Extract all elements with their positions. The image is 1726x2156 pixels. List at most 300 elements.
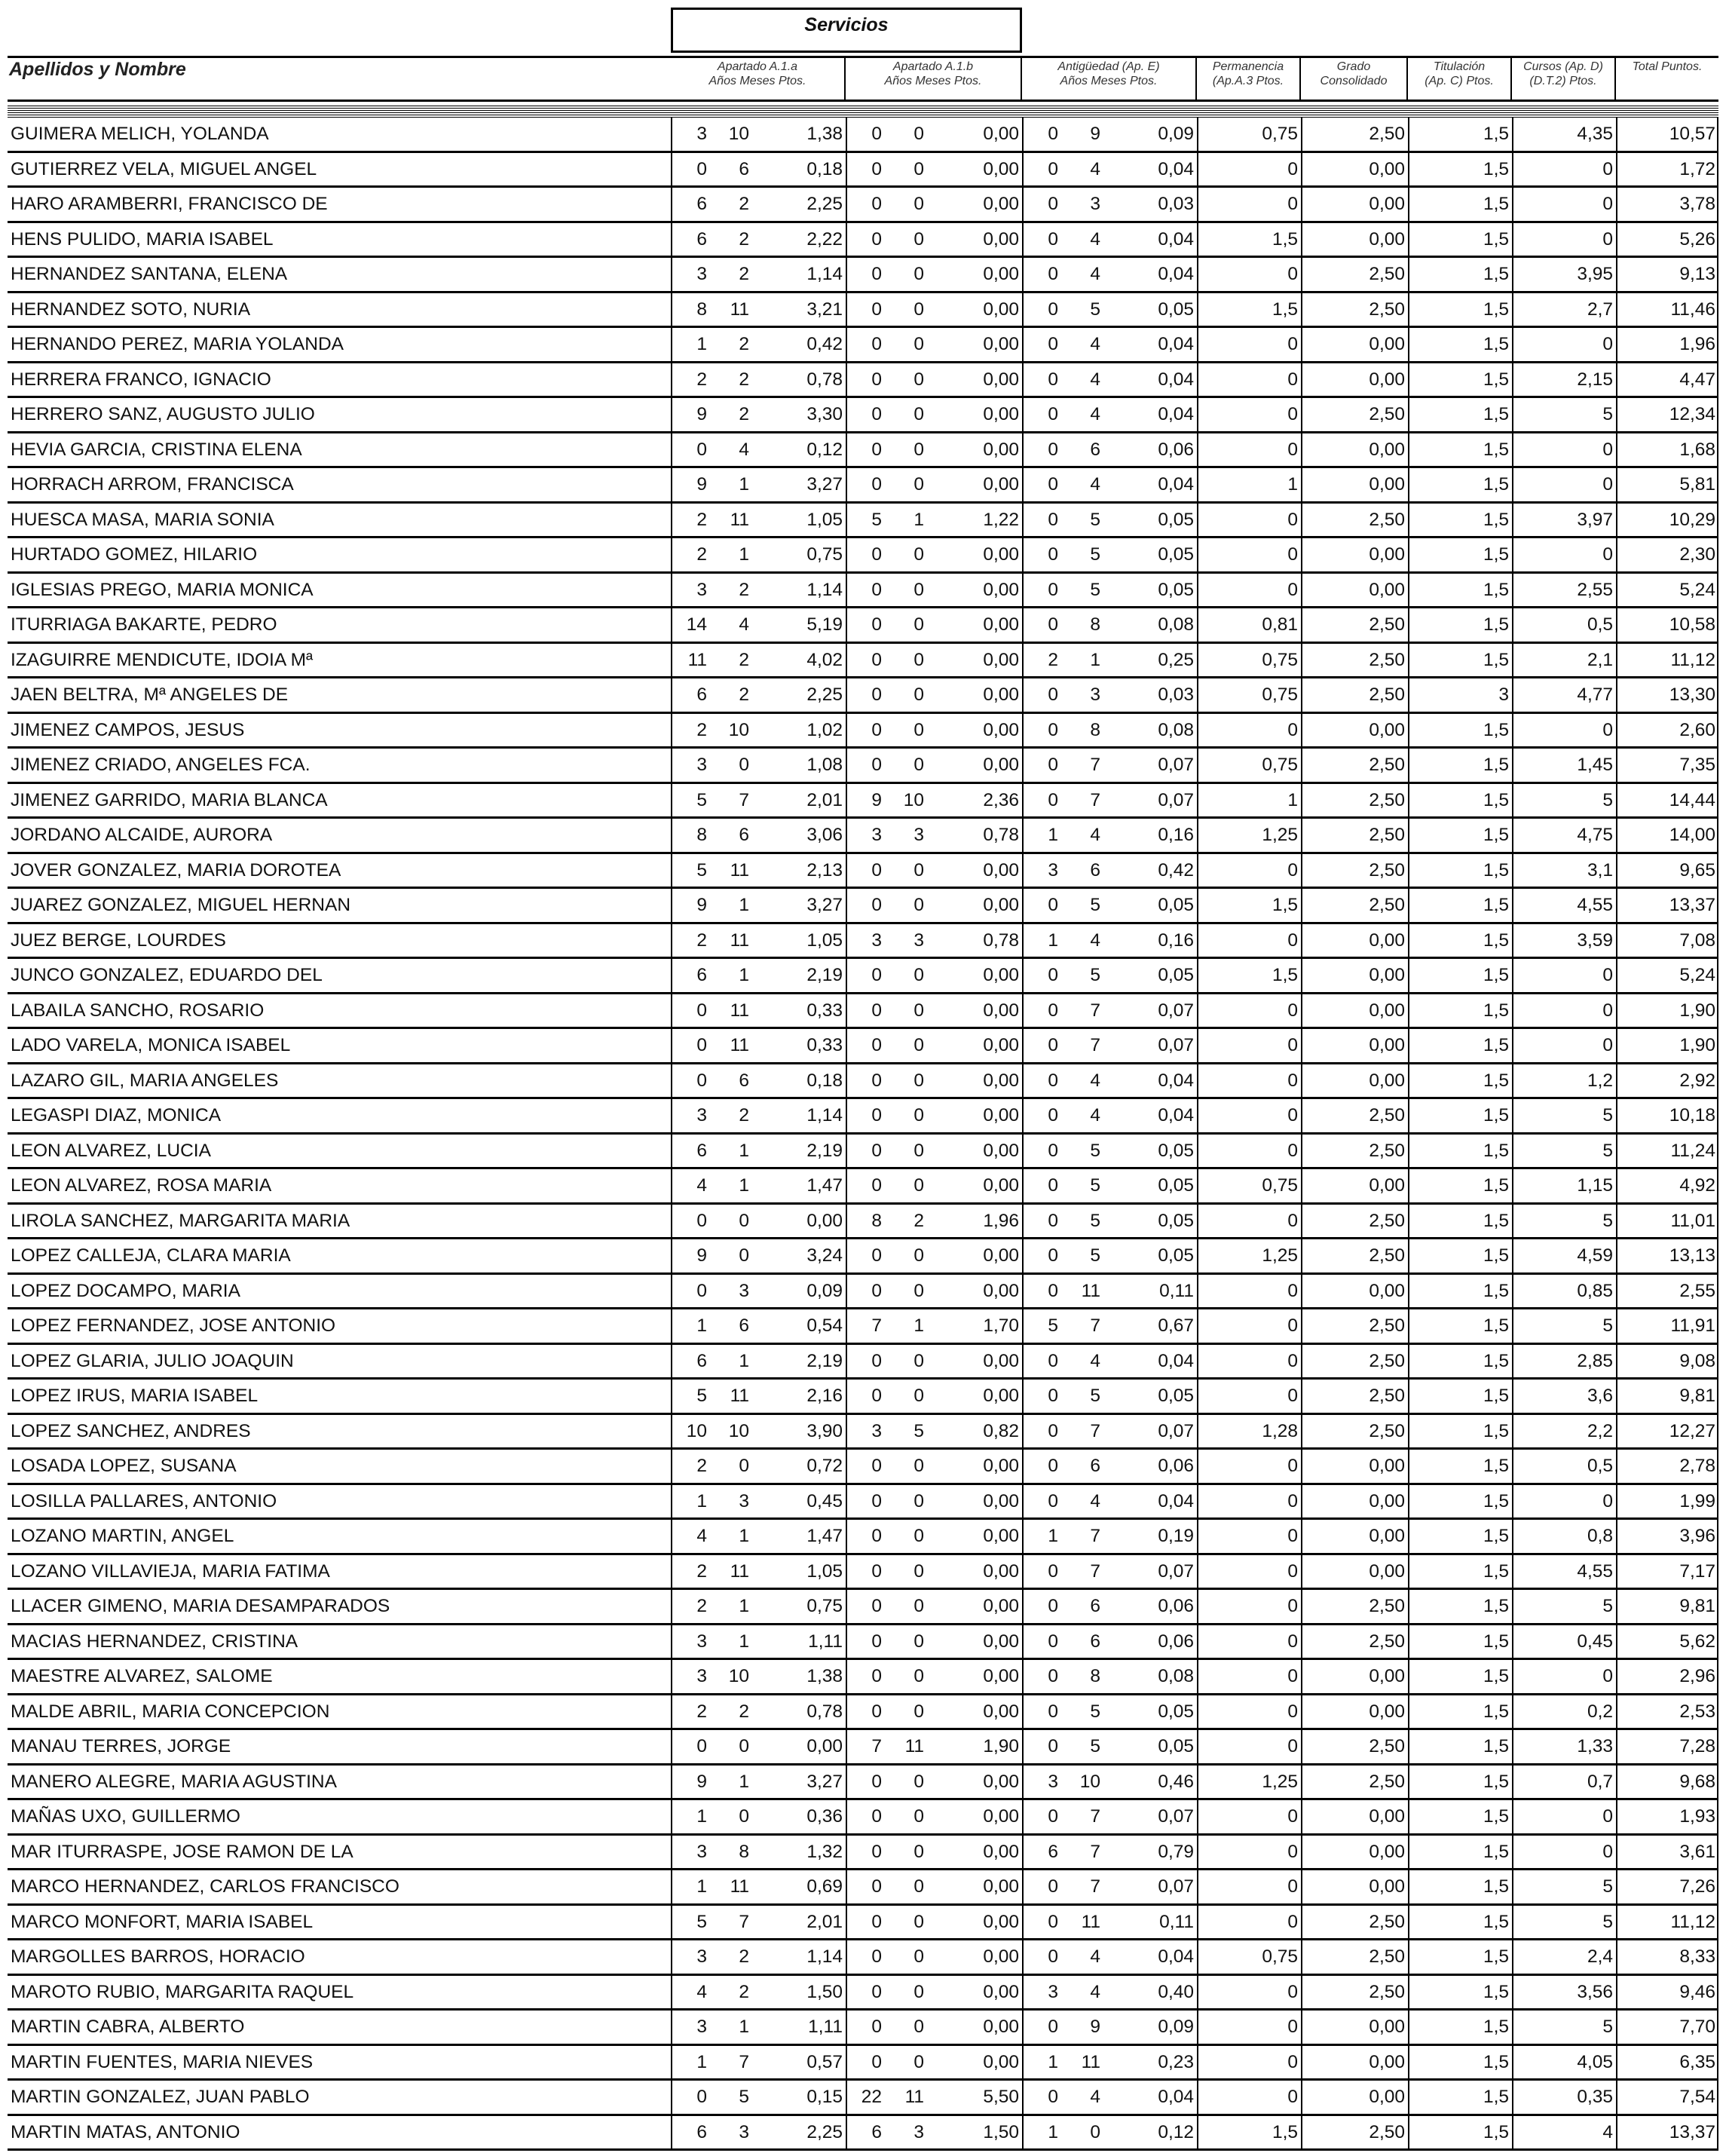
cell-titulacion: 1,5 — [1483, 1420, 1509, 1441]
cell-a1a-ptos: 2,25 — [806, 2121, 843, 2142]
cell-a1b-meses: 0 — [913, 1000, 924, 1021]
cell-a1b-anos: 0 — [871, 1771, 882, 1792]
cell-a1a-meses: 2 — [739, 194, 749, 214]
cell-ant-anos: 1 — [1048, 1526, 1058, 1546]
cell-a1b-anos: 0 — [871, 1035, 882, 1055]
column-rule — [1408, 468, 1409, 501]
cell-total: 11,24 — [1670, 1140, 1715, 1161]
column-rule — [1717, 2046, 1718, 2079]
cell-a1b-meses: 0 — [913, 1596, 924, 1616]
column-rule — [1197, 1450, 1198, 1483]
cell-total: 2,53 — [1679, 1701, 1715, 1722]
cell-titulacion: 1,5 — [1483, 474, 1509, 495]
column-rule — [1717, 1800, 1718, 1833]
column-rule — [1616, 1730, 1617, 1763]
cell-cursos: 4,77 — [1577, 684, 1613, 705]
cell-grado: 0,00 — [1369, 158, 1405, 179]
column-rule — [1022, 223, 1024, 256]
table-row — [8, 1625, 1718, 1661]
column-rule — [1512, 2046, 1513, 2079]
cell-a1a-anos: 3 — [696, 264, 707, 284]
column-rule — [1301, 223, 1302, 256]
cell-grado: 2,50 — [1369, 1350, 1405, 1371]
cell-a1b-meses: 0 — [913, 1911, 924, 1932]
cell-a1a-ptos: 0,00 — [806, 1210, 843, 1231]
column-rule — [1022, 1450, 1024, 1483]
table-row — [8, 1135, 1718, 1170]
column-rule — [1301, 398, 1302, 431]
cell-a1a-anos: 2 — [696, 719, 707, 740]
column-rule — [1197, 433, 1198, 467]
column-rule — [671, 1590, 672, 1623]
column-rule — [1408, 1099, 1409, 1132]
cell-ant-meses: 10 — [1079, 1771, 1100, 1792]
column-rule — [671, 223, 672, 256]
column-rule — [1022, 1730, 1024, 1763]
cell-cursos: 0 — [1602, 1035, 1613, 1055]
column-rule — [846, 1625, 847, 1658]
column-rule — [1408, 678, 1409, 712]
cell-ant-anos: 0 — [1048, 1456, 1058, 1476]
cell-ant-ptos: 0,04 — [1158, 1070, 1194, 1091]
cell-a1b-meses: 0 — [913, 1140, 924, 1161]
cell-ant-meses: 5 — [1090, 895, 1100, 915]
column-rule — [846, 959, 847, 992]
cell-a1b-anos: 0 — [871, 719, 882, 740]
cell-titulacion: 1,5 — [1483, 1946, 1509, 1967]
table-row — [8, 1415, 1718, 1450]
column-header-antiguedad — [1022, 57, 1197, 100]
column-rule — [1197, 644, 1198, 677]
cell-name: LOZANO MARTIN, ANGEL — [11, 1526, 234, 1546]
cell-ant-meses: 4 — [1090, 1105, 1100, 1125]
cell-cursos: 2,7 — [1587, 299, 1613, 320]
column-rule — [671, 714, 672, 747]
cell-titulacion: 1,5 — [1483, 1350, 1509, 1371]
cell-ant-meses: 11 — [1081, 1280, 1100, 1301]
cell-grado: 0,00 — [1369, 719, 1405, 740]
column-rule — [1197, 1625, 1198, 1658]
table-row — [8, 574, 1718, 609]
cell-a1a-anos: 5 — [696, 859, 707, 880]
column-rule — [846, 784, 847, 817]
cell-grado: 0,00 — [1369, 1000, 1405, 1021]
table-row — [8, 433, 1718, 469]
cell-a1b-anos: 0 — [871, 579, 882, 600]
cell-titulacion: 1,5 — [1483, 1736, 1509, 1756]
cell-cursos: 0 — [1602, 474, 1613, 495]
column-rule — [1197, 714, 1198, 747]
header-bottom-rule — [8, 100, 1718, 102]
column-rule — [671, 608, 672, 642]
cell-a1a-anos: 2 — [696, 929, 707, 951]
cell-ant-ptos: 0,05 — [1158, 1701, 1194, 1722]
cell-cursos: 3,56 — [1577, 1981, 1613, 2002]
cell-grado: 2,50 — [1369, 1140, 1405, 1161]
cell-a1b-anos: 0 — [871, 1280, 882, 1301]
cell-name: IGLESIAS PREGO, MARIA MONICA — [11, 579, 314, 600]
cell-a1a-ptos: 3,24 — [806, 1245, 843, 1266]
cell-a1b-anos: 0 — [871, 614, 882, 635]
cell-a1b-anos: 0 — [871, 1526, 882, 1546]
cell-a1b-ptos: 1,50 — [983, 2121, 1019, 2142]
column-rule — [671, 1450, 672, 1483]
cell-a1a-anos: 4 — [696, 1175, 707, 1196]
cell-cursos: 5 — [1602, 1315, 1613, 1336]
cell-titulacion: 1,5 — [1483, 1245, 1509, 1266]
column-rule — [671, 433, 672, 467]
cell-ant-meses: 4 — [1090, 2087, 1100, 2107]
cell-ant-meses: 1 — [1090, 649, 1100, 670]
cell-grado: 0,00 — [1369, 2087, 1405, 2107]
cell-a1a-anos: 3 — [696, 579, 707, 600]
cell-ant-meses: 3 — [1090, 684, 1100, 705]
cell-permanencia: 0,75 — [1262, 1946, 1298, 1967]
cell-ant-meses: 5 — [1090, 509, 1100, 530]
cell-a1a-ptos: 3,27 — [806, 474, 843, 495]
cell-titulacion: 1,5 — [1483, 1105, 1509, 1125]
cell-a1a-ptos: 0,33 — [806, 1000, 843, 1021]
column-rule — [1197, 2011, 1198, 2044]
cell-a1a-anos: 1 — [696, 1315, 707, 1336]
column-rule — [1512, 1415, 1513, 1448]
cell-ant-anos: 0 — [1048, 1210, 1058, 1231]
cell-a1b-anos: 0 — [871, 1666, 882, 1686]
cell-a1b-meses: 0 — [913, 1560, 924, 1582]
table-row — [8, 1870, 1718, 1906]
cell-a1b-ptos: 0,00 — [983, 369, 1019, 390]
cell-a1b-meses: 0 — [913, 1035, 924, 1055]
column-rule — [1197, 118, 1198, 151]
cell-a1b-meses: 2 — [913, 1210, 924, 1231]
column-rule — [846, 538, 847, 571]
column-rule — [846, 2081, 847, 2114]
cell-total: 11,01 — [1670, 1210, 1715, 1231]
servicios-group-header: Servicios — [671, 8, 1022, 53]
cell-ant-anos: 0 — [1048, 1420, 1058, 1441]
column-rule — [1717, 749, 1718, 782]
column-rule — [1197, 1169, 1198, 1202]
cell-permanencia: 0 — [1287, 1876, 1298, 1897]
cell-a1b-meses: 0 — [913, 1841, 924, 1862]
cell-a1b-anos: 0 — [871, 334, 882, 354]
cell-cursos: 5 — [1602, 1210, 1613, 1231]
cell-a1a-ptos: 0,33 — [806, 1035, 843, 1055]
column-rule — [846, 293, 847, 326]
cell-ant-ptos: 0,03 — [1158, 194, 1194, 214]
cell-a1b-anos: 0 — [871, 439, 882, 460]
cell-name: MARTIN FUENTES, MARIA NIEVES — [11, 2051, 314, 2072]
cell-grado: 2,50 — [1369, 404, 1405, 424]
column-rule — [1197, 293, 1198, 326]
column-rule — [1408, 889, 1409, 922]
column-rule — [1512, 854, 1513, 887]
cell-total: 14,00 — [1669, 825, 1715, 845]
cell-permanencia: 0 — [1287, 1386, 1298, 1406]
cell-permanencia: 0 — [1287, 1490, 1298, 1511]
column-rule — [1616, 1800, 1617, 1833]
column-rule — [1197, 468, 1198, 501]
cell-ant-anos: 0 — [1048, 228, 1058, 250]
cell-ant-anos: 0 — [1048, 1560, 1058, 1582]
cell-a1a-anos: 3 — [696, 1841, 707, 1862]
cell-ant-anos: 0 — [1048, 158, 1058, 179]
column-rule — [1512, 1029, 1513, 1062]
cell-a1b-anos: 22 — [861, 2087, 882, 2107]
cell-cursos: 0,5 — [1587, 614, 1613, 635]
cell-cursos: 3,6 — [1587, 1386, 1613, 1406]
cell-titulacion: 3 — [1498, 684, 1509, 705]
cell-titulacion: 1,5 — [1483, 1035, 1509, 1055]
cell-total: 5,81 — [1679, 474, 1715, 495]
column-rule — [1301, 1590, 1302, 1623]
cell-permanencia: 0 — [1287, 719, 1298, 740]
cell-a1b-ptos: 1,70 — [983, 1315, 1019, 1336]
cell-titulacion: 1,5 — [1483, 1210, 1509, 1231]
cell-a1a-meses: 3 — [739, 1280, 749, 1301]
column-rule — [846, 398, 847, 431]
cell-titulacion: 1,5 — [1483, 264, 1509, 284]
cell-ant-ptos: 0,04 — [1158, 228, 1194, 250]
cell-total: 4,47 — [1679, 369, 1715, 390]
cell-a1b-ptos: 0,00 — [983, 1596, 1019, 1616]
cell-a1a-ptos: 0,72 — [806, 1456, 843, 1476]
cell-a1b-meses: 0 — [913, 1946, 924, 1967]
cell-total: 13,37 — [1669, 2121, 1715, 2142]
cell-total: 1,68 — [1679, 439, 1715, 460]
cell-ant-meses: 11 — [1081, 1911, 1100, 1932]
cell-titulacion: 1,5 — [1483, 1490, 1509, 1511]
column-rule — [1512, 1169, 1513, 1202]
table-row — [8, 1485, 1718, 1521]
table-row — [8, 1064, 1718, 1100]
column-rule — [671, 1766, 672, 1799]
cell-a1a-ptos: 1,05 — [806, 929, 843, 951]
cell-ant-ptos: 0,05 — [1158, 1140, 1194, 1161]
column-rule — [1408, 118, 1409, 151]
cell-a1a-anos: 4 — [696, 1526, 707, 1546]
column-header-a1b-line1: Apartado A.1.b — [892, 60, 974, 73]
cell-a1b-meses: 0 — [913, 1070, 924, 1091]
cell-ant-meses: 5 — [1090, 1736, 1100, 1756]
column-rule — [1512, 1275, 1513, 1308]
cell-a1b-anos: 9 — [871, 789, 882, 810]
cell-cursos: 3,97 — [1577, 509, 1613, 530]
cell-name: HUESCA MASA, MARIA SONIA — [11, 509, 274, 530]
cell-a1b-ptos: 0,00 — [983, 1175, 1019, 1196]
column-rule — [1616, 1766, 1617, 1799]
column-rule — [1197, 1555, 1198, 1588]
column-rule — [671, 1345, 672, 1378]
cell-ant-ptos: 0,19 — [1158, 1526, 1194, 1546]
column-rule — [1197, 2081, 1198, 2114]
column-rule — [1408, 1625, 1409, 1658]
cell-ant-meses: 7 — [1090, 1035, 1100, 1055]
cell-cursos: 4,75 — [1577, 825, 1613, 845]
cell-name: MARTIN MATAS, ANTONIO — [11, 2121, 240, 2142]
cell-a1b-ptos: 0,00 — [983, 1035, 1019, 1055]
column-rule — [1717, 1555, 1718, 1588]
column-rule — [1512, 188, 1513, 221]
table-row — [8, 1590, 1718, 1625]
column-rule — [1717, 118, 1718, 151]
column-rule — [1301, 1205, 1302, 1238]
table-row — [8, 2011, 1718, 2046]
cell-grado: 2,50 — [1369, 1386, 1405, 1406]
cell-a1b-ptos: 0,00 — [983, 1245, 1019, 1266]
cell-total: 10,29 — [1669, 509, 1715, 530]
column-rule — [1301, 1415, 1302, 1448]
cell-permanencia: 1,25 — [1262, 825, 1298, 845]
cell-a1a-ptos: 3,90 — [806, 1420, 843, 1441]
column-header-total — [1616, 57, 1718, 100]
cell-a1a-meses: 11 — [730, 929, 749, 951]
cell-cursos: 4,05 — [1577, 2051, 1613, 2072]
cell-a1b-meses: 0 — [913, 1490, 924, 1511]
cell-a1a-ptos: 2,16 — [806, 1386, 843, 1406]
column-rule — [1717, 1099, 1718, 1132]
cell-a1b-anos: 0 — [871, 2017, 882, 2037]
column-rule — [1022, 1064, 1024, 1098]
cell-name: LOPEZ GLARIA, JULIO JOAQUIN — [11, 1350, 294, 1371]
cell-a1b-ptos: 0,00 — [983, 649, 1019, 670]
column-rule — [1301, 678, 1302, 712]
cell-grado: 2,50 — [1369, 895, 1405, 915]
column-rule — [1301, 1520, 1302, 1553]
cell-name: LEGASPI DIAZ, MONICA — [11, 1105, 222, 1125]
cell-a1a-anos: 1 — [696, 1806, 707, 1827]
cell-titulacion: 1,5 — [1483, 299, 1509, 320]
table-row — [8, 994, 1718, 1030]
cell-total: 13,37 — [1669, 895, 1715, 915]
cell-ant-meses: 4 — [1090, 1981, 1100, 2002]
cell-a1b-anos: 0 — [871, 1981, 882, 2002]
cell-a1b-meses: 0 — [913, 755, 924, 775]
cell-titulacion: 1,5 — [1483, 158, 1509, 179]
cell-grado: 0,00 — [1369, 929, 1405, 951]
cell-ant-meses: 5 — [1090, 1386, 1100, 1406]
column-rule — [1616, 1695, 1617, 1729]
column-rule — [1717, 1309, 1718, 1343]
table-row — [8, 749, 1718, 784]
column-rule — [1408, 644, 1409, 677]
column-rule — [1197, 574, 1198, 607]
column-rule — [1717, 1169, 1718, 1202]
column-rule — [671, 1520, 672, 1553]
cell-permanencia: 0 — [1287, 1666, 1298, 1686]
cell-titulacion: 1,5 — [1483, 2051, 1509, 2072]
column-rule — [1197, 328, 1198, 361]
cell-a1a-ptos: 2,13 — [806, 859, 843, 880]
cell-name: MANERO ALEGRE, MARIA AGUSTINA — [11, 1771, 337, 1792]
cell-ant-anos: 2 — [1048, 649, 1058, 670]
cell-ant-anos: 0 — [1048, 1140, 1058, 1161]
cell-a1a-anos: 0 — [696, 1070, 707, 1091]
cell-name: HORRACH ARROM, FRANCISCA — [11, 474, 294, 495]
column-rule — [671, 2046, 672, 2079]
column-rule — [1408, 328, 1409, 361]
cell-total: 2,78 — [1679, 1456, 1715, 1476]
column-header-grado-line1: Grado — [1336, 60, 1371, 73]
column-rule — [1408, 854, 1409, 887]
cell-a1a-meses: 2 — [739, 334, 749, 354]
column-rule — [1301, 574, 1302, 607]
cell-grado: 2,50 — [1369, 1771, 1405, 1792]
cell-name: HARO ARAMBERRI, FRANCISCO DE — [11, 194, 328, 214]
column-header-cursos — [1512, 57, 1616, 100]
cell-a1a-meses: 1 — [739, 1175, 749, 1196]
column-rule — [1408, 433, 1409, 467]
cell-cursos: 4,55 — [1577, 1560, 1613, 1582]
column-rule — [1022, 644, 1024, 677]
cell-a1a-anos: 2 — [696, 1560, 707, 1582]
cell-a1b-meses: 0 — [913, 1806, 924, 1827]
column-rule — [1616, 2046, 1617, 2079]
column-header-grado — [1301, 57, 1408, 100]
cell-titulacion: 1,5 — [1483, 1911, 1509, 1932]
table-row — [8, 608, 1718, 644]
cell-a1b-ptos: 0,00 — [983, 2017, 1019, 2037]
cell-name: HERNANDO PEREZ, MARIA YOLANDA — [11, 334, 344, 354]
column-rule — [1616, 433, 1617, 467]
column-rule — [1197, 1275, 1198, 1308]
column-rule — [1717, 188, 1718, 221]
cell-permanencia: 1,5 — [1272, 895, 1298, 915]
cell-grado: 2,50 — [1369, 299, 1405, 320]
column-rule — [846, 153, 847, 186]
cell-a1b-ptos: 0,00 — [983, 124, 1019, 144]
cell-grado: 0,00 — [1369, 1526, 1405, 1546]
cell-name: MANAU TERRES, JORGE — [11, 1736, 231, 1756]
cell-a1a-anos: 3 — [696, 1105, 707, 1125]
cell-a1a-ptos: 2,22 — [806, 228, 843, 250]
cell-name: LOPEZ DOCAMPO, MARIA — [11, 1280, 240, 1301]
column-rule — [1197, 2046, 1198, 2079]
column-rule — [846, 1135, 847, 1168]
cell-a1b-meses: 0 — [913, 369, 924, 390]
column-rule — [846, 118, 847, 151]
column-rule — [1197, 959, 1198, 992]
column-header-permanencia-line2: (Ap.A.3 Ptos. — [1212, 75, 1284, 87]
column-rule — [1301, 1976, 1302, 2009]
column-rule — [1197, 223, 1198, 256]
cell-a1a-meses: 6 — [739, 1070, 749, 1091]
column-header-titulacion-line1: Titulación — [1433, 60, 1486, 73]
cell-name: JIMENEZ CRIADO, ANGELES FCA. — [11, 755, 311, 775]
column-rule — [1022, 1520, 1024, 1553]
cell-a1b-meses: 0 — [913, 544, 924, 565]
cell-name: LEON ALVAREZ, LUCIA — [11, 1140, 211, 1161]
cell-a1a-ptos: 2,19 — [806, 965, 843, 985]
cell-grado: 0,00 — [1369, 1070, 1405, 1091]
column-rule — [846, 1239, 847, 1272]
cell-ant-anos: 0 — [1048, 509, 1058, 530]
cell-titulacion: 1,5 — [1483, 334, 1509, 354]
cell-a1b-meses: 0 — [913, 2017, 924, 2037]
cell-ant-anos: 0 — [1048, 369, 1058, 390]
cell-ant-meses: 6 — [1090, 859, 1100, 880]
cell-a1b-meses: 0 — [913, 228, 924, 250]
cell-a1a-anos: 3 — [696, 1946, 707, 1967]
cell-a1a-ptos: 2,25 — [806, 684, 843, 705]
cell-ant-meses: 7 — [1090, 1876, 1100, 1897]
column-rule — [846, 1730, 847, 1763]
column-rule — [1022, 538, 1024, 571]
cell-ant-ptos: 0,05 — [1158, 1245, 1194, 1266]
table-row — [8, 258, 1718, 293]
column-rule — [671, 819, 672, 852]
cell-grado: 2,50 — [1369, 1420, 1405, 1441]
